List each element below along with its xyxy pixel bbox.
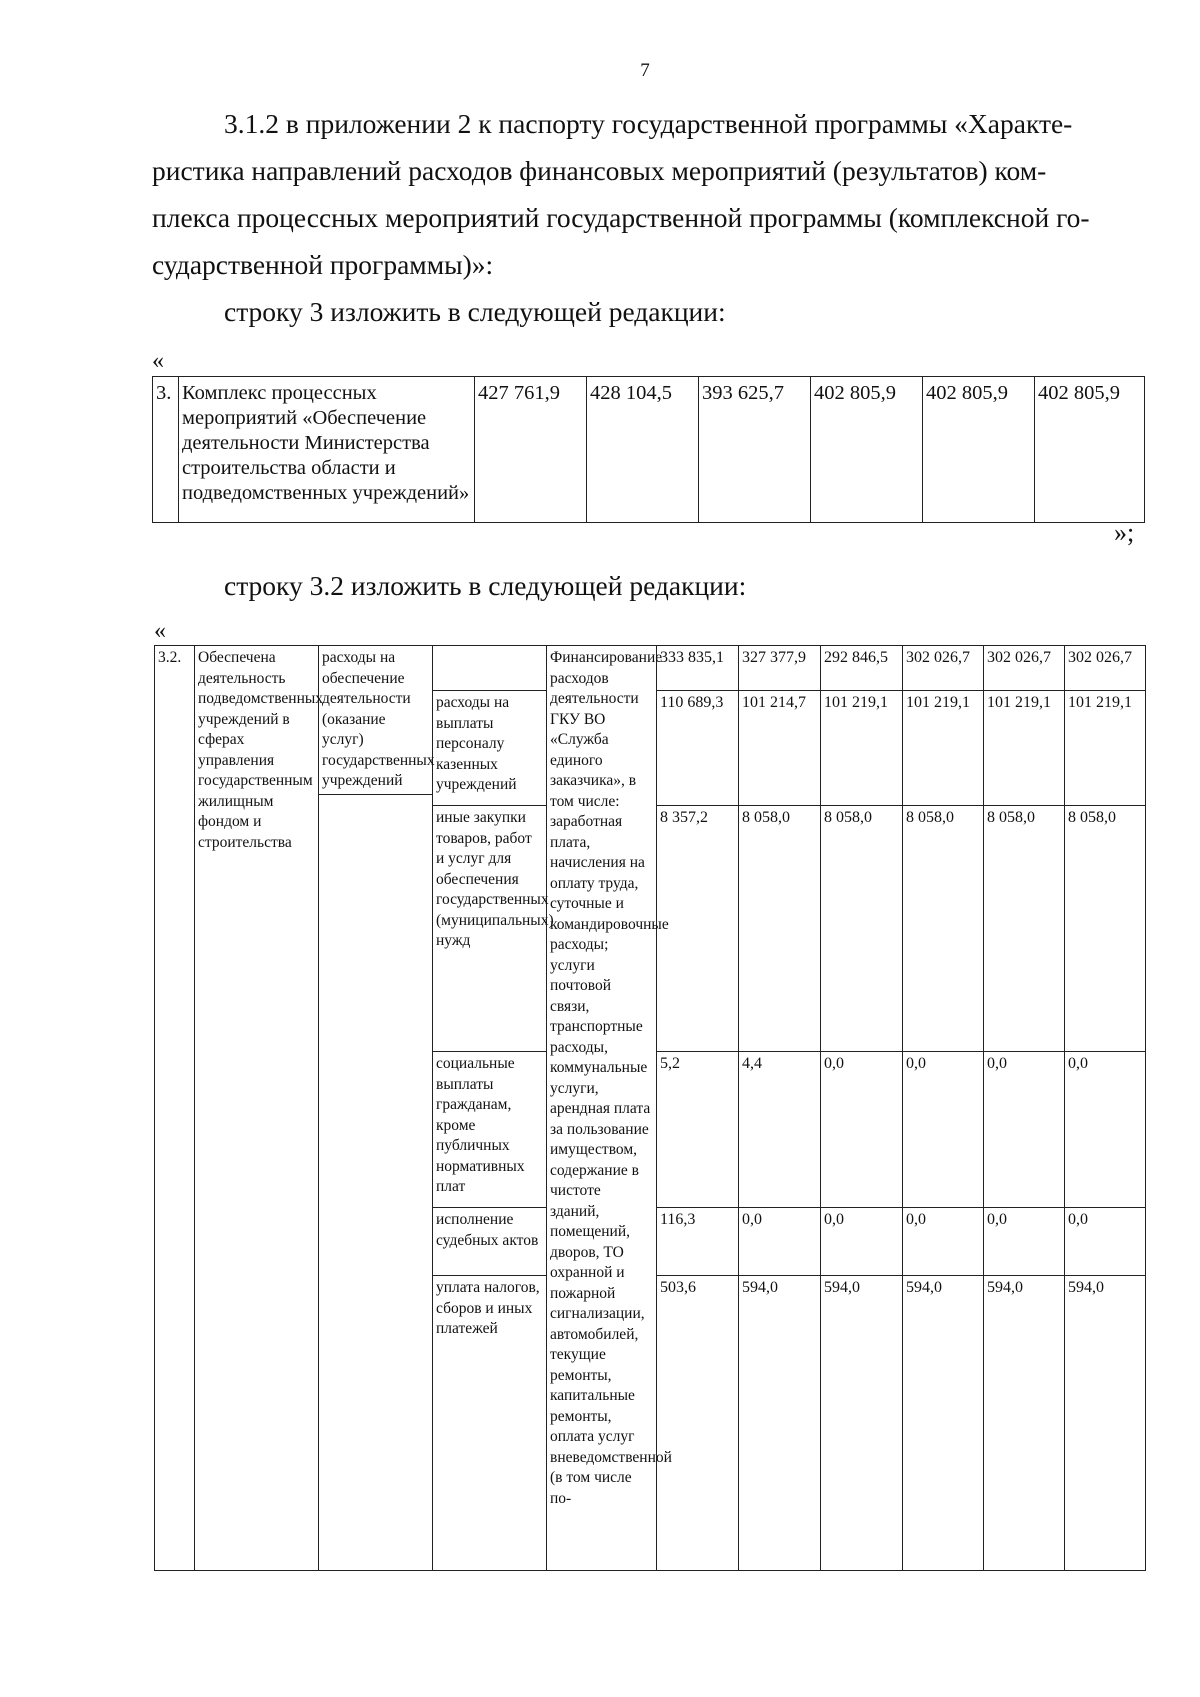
value-cell: 8 058,0 (1065, 806, 1146, 1052)
direction-cell: расходы на обеспечение деятельности (оказание услуг) государственных учреждений (319, 646, 433, 795)
value-cell: 8 058,0 (903, 806, 984, 1052)
value-cell: 402 805,9 (811, 377, 923, 523)
value-cell: 0,0 (739, 1208, 821, 1276)
total-value-cell: 302 026,7 (903, 646, 984, 691)
value-cell: 116,3 (657, 1208, 739, 1276)
total-value-cell: 333 835,1 (657, 646, 739, 691)
expense-type-cell: исполнение судебных актов (433, 1208, 547, 1276)
value-cell: 0,0 (821, 1052, 903, 1208)
result-cell: Обеспечена деятельность подведомственных учреждений в сферах управления государственным жилищным фондом и строительства (195, 646, 319, 1571)
total-value-cell: 327 377,9 (739, 646, 821, 691)
value-cell: 0,0 (1065, 1052, 1146, 1208)
closing-quote-1: »; (1114, 518, 1135, 547)
empty-cell (433, 646, 547, 691)
intro-paragraph (152, 100, 1142, 288)
value-cell: 101 219,1 (1065, 691, 1146, 806)
expense-type-cell: уплата налогов, сборов и иных платежей (433, 1276, 547, 1571)
expense-type-cell: социальные выплаты гражданам, кроме публичных нормативных плат (433, 1052, 547, 1208)
value-cell: 402 805,9 (1035, 377, 1145, 523)
intro-line: ристика направлений расходов финансовых мероприятий (результатов) ком- (152, 155, 1047, 186)
value-cell: 0,0 (1065, 1208, 1146, 1276)
instruction-row-3: строку 3 изложить в следующей редакции: (224, 296, 726, 327)
value-cell: 428 104,5 (587, 377, 699, 523)
value-cell: 402 805,9 (923, 377, 1035, 523)
total-value-cell: 302 026,7 (1065, 646, 1146, 691)
value-cell: 0,0 (903, 1208, 984, 1276)
value-cell: 594,0 (821, 1276, 903, 1571)
empty-cell (319, 794, 433, 1571)
value-cell: 0,0 (821, 1208, 903, 1276)
table-row (153, 377, 1145, 523)
value-cell: 101 219,1 (903, 691, 984, 806)
instruction-row-3-2: строку 3.2 изложить в следующей редакции: (224, 570, 747, 601)
value-cell: 8 058,0 (821, 806, 903, 1052)
value-cell: 101 219,1 (821, 691, 903, 806)
value-cell: 0,0 (903, 1052, 984, 1208)
row-number: 3. (153, 377, 179, 523)
expense-type-cell: иные закупки товаров, работ и услуг для обеспечения государственных (муниципальных) нужд (433, 806, 547, 1052)
value-cell: 8 058,0 (984, 806, 1065, 1052)
row-number: 3.2. (155, 646, 195, 1571)
value-cell: 110 689,3 (657, 691, 739, 806)
value-cell: 594,0 (739, 1276, 821, 1571)
row-3-2-table (154, 645, 1146, 1571)
value-cell: 503,6 (657, 1276, 739, 1571)
value-cell: 8 357,2 (657, 806, 739, 1052)
intro-line: 3.1.2 в приложении 2 к паспорту государственной программы «Характе- (224, 108, 1073, 139)
total-value-cell: 302 026,7 (984, 646, 1065, 691)
opening-quote-2: « (154, 618, 166, 644)
page-number: 7 (640, 60, 650, 81)
description-cell: Финансирование расходов деятельности ГКУ ВО «Служба единого заказчика», в том числе: заработная плата, начисления на оплату труда, суточные и командировочные расходы; услуги почтовой связи, транспортные расходы, коммунальные услуги, арендная плата за пользование имуществом, содержание в чистоте зданий, помещений, дворов, ТО охранной и пожарной сигнализации, автомобилей, текущие ремонты, капитальные ремонты, оплата услуг вневедомственной (в том числе по- (547, 646, 657, 1571)
value-cell: 594,0 (984, 1276, 1065, 1571)
value-cell: 0,0 (984, 1208, 1065, 1276)
intro-line: плекса процессных мероприятий государственной программы (комплексной го- (152, 202, 1090, 233)
total-value-cell: 292 846,5 (821, 646, 903, 691)
value-cell: 101 214,7 (739, 691, 821, 806)
table-row (155, 646, 1146, 691)
value-cell: 5,2 (657, 1052, 739, 1208)
value-cell: 594,0 (903, 1276, 984, 1571)
value-cell: 0,0 (984, 1052, 1065, 1208)
value-cell: 101 219,1 (984, 691, 1065, 806)
value-cell: 594,0 (1065, 1276, 1146, 1571)
row-name: Комплекс процессных мероприятий «Обеспечение деятельности Министерства строительства области и подведомственных учреждений» (179, 377, 475, 523)
value-cell: 4,4 (739, 1052, 821, 1208)
intro-line: сударственной программы)»: (152, 249, 494, 280)
expense-type-cell: расходы на выплаты персоналу казенных учреждений (433, 691, 547, 806)
value-cell: 8 058,0 (739, 806, 821, 1052)
value-cell: 393 625,7 (699, 377, 811, 523)
opening-quote-1: « (152, 348, 164, 374)
value-cell: 427 761,9 (475, 377, 587, 523)
row-3-table (152, 376, 1145, 523)
